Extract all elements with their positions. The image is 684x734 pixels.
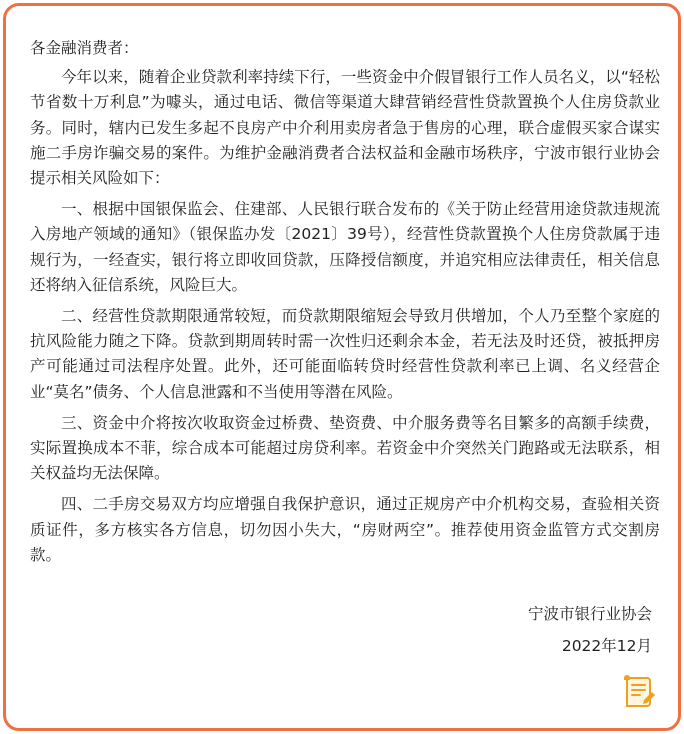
- risk-item-3: 三、资金中介将按次收取资金过桥费、垫资费、中介服务费等名目繁多的高额手续费，实际置换成本不菲，综合成本可能超过房贷利率。若资金中介突然关门跑路或无法联系，相关权益均无法保障。: [30, 413, 660, 483]
- signature-date: 2022年12月: [561, 637, 652, 655]
- risk-item-1: 一、根据中国银保监会、住建部、人民银行联合发布的《关于防止经营用途贷款违规流入房地产领域的通知》（银保监办发〔2021〕39号），经营性贷款置换个人住房贷款属于违规行为，一经查实，银行将立即收回贷款，压降授信额度，并追究相应法律责任，相关信息还将纳入征信系统，风险巨大。: [30, 200, 660, 294]
- notice-card: [3, 3, 681, 731]
- salutation: 各金融消费者：: [30, 39, 139, 57]
- risk-item-2: 二、经营性贷款期限通常较短，而贷款期限缩短会导致月供增加，个人乃至整个家庭的抗风险能力随之下降。贷款到期周转时需一次性归还剩余本金，若无法及时还贷，被抵押房产可能通过司法程序处置。此外，还可能面临转贷时经营性贷款利率已上调、名义经营企业“莫名”债务、个人信息泄露和不当使用等潜在风险。: [30, 307, 660, 401]
- signature-organization: 宁波市银行业协会: [527, 605, 652, 623]
- scroll-document-icon: [618, 672, 658, 712]
- intro-paragraph: 今年以来，随着企业贷款利率持续下行，一些资金中介假冒银行工作人员名义，以“轻松节省数十万利息”为噱头，通过电话、微信等渠道大肆营销经营性贷款置换个人住房贷款业务。同时，辖内已发生多起不良房产中介利用卖房者急于售房的心理，联合虚假买家合谋实施二手房诈骗交易的案件。为维护金融消费者合法权益和金融市场秩序，宁波市银行业协会提示相关风险如下：: [30, 68, 660, 188]
- risk-item-4: 四、二手房交易双方均应增强自我保护意识，通过正规房产中介机构交易，查验相关资质证件，多方核实各方信息，切勿因小失大，“房财两空”。推荐使用资金监管方式交割房款。: [30, 495, 660, 564]
- notice-body: [30, 36, 660, 574]
